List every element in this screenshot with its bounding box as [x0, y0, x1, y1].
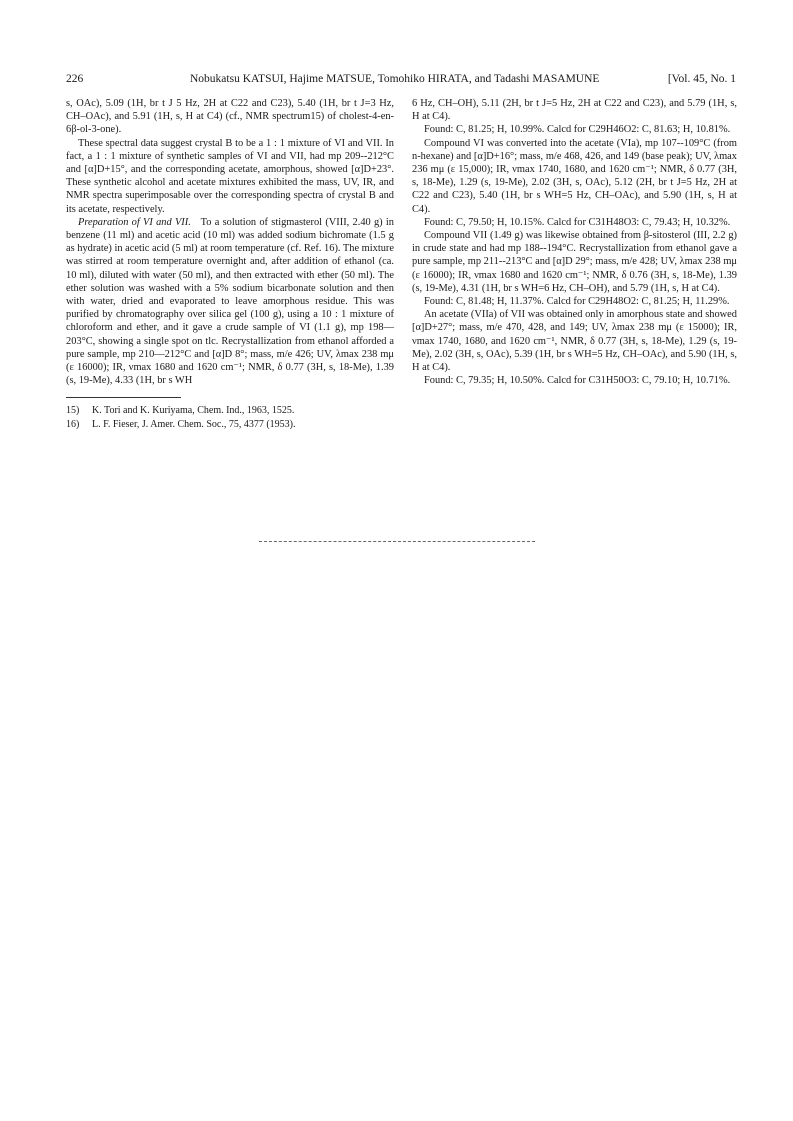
paragraph: Found: C, 81.48; H, 11.37%. Calcd for C29H48O2: C, 81.25; H, 11.29%.: [424, 296, 730, 308]
paragraph: Found: C, 81.25; H, 10.99%. Calcd for C29H46O2: C, 81.63; H, 10.81%.: [424, 124, 731, 136]
paragraph: s, OAc), 5.09 (1H, br t J 5 Hz, 2H at C22 and C23), 5.40 (1H, br t J=3 Hz, CH–OAc), and 5.91 (1H, s, H at C4) (cf., NMR spectrum15) of cholest-4-en-6β-ol-3-one).: [66, 98, 394, 136]
paragraph-body: To a solution of stigmasterol (VIII, 2.40 g) in benzene (11 ml) and acetic acid (10 ml) was added sodium bichromate (1.5 g as hydrate) in acetic acid (5 ml) at room temperature (cf. Ref. 16). The mixture was stirred at room temperature overnight and, after addition of ethanol (ca. 10 ml), diluted with water (50 ml), and then extracted with ether (50 ml). The ether solution was washed with a 5% sodium bicarbonate solution and then with water, dried and evaporated to leave amorphous residue. This was purified by chromatography over silica gel (100 g), using a 10 : 1 mixture of chloroform and ether, and it gave a crude sample of VI (1.1 g), mp 198—203°C, showing a single spot on tlc. Recrystallization from ethanol afforded a pure sample, mp 210—212°C and [α]D 8°; mass, m/e 426; UV, λmax 238 mμ (ε 16000); IR, νmax 1680 and 1620 cm⁻¹; NMR, δ 0.77 (3H, s, 18-Me), 1.39 (s, 19-Me), 4.33 (1H, br s WH: [66, 216, 394, 387]
paragraph: 6 Hz, CH–OH), 5.11 (2H, br t J=5 Hz, 2H at C22 and C23), and 5.79 (1H, s, H at C4).: [412, 98, 737, 123]
paragraph: Compound VI was converted into the acetate (VIa), mp 107--109°C (from n-hexane) and [α]D+16°; mass, m/e 468, 426, and 149 (base peak); UV, λmax 236 mμ (ε 15,000); IR, νmax 1740, 1680, and 1620 cm⁻¹; NMR, δ 0.77 (3H, s, 18-Me), 1.29 (s, 19-Me), 2.02 (3H, s, OAc), 5.12 (2H, br t J=5 Hz, 2H at C22 and C23), 5.40 (1H, br s WH=5 Hz, CH–OAc), and 5.90 (1H, s, H at C4).: [412, 137, 737, 215]
footnote-divider: [66, 397, 181, 398]
footnote-number: 16): [66, 418, 80, 430]
end-of-article-rule: [259, 541, 535, 542]
page-number: 226: [66, 73, 84, 85]
paragraph: Found: C, 79.35; H, 10.50%. Calcd for C31H50O3: C, 79.10; H, 10.71%.: [424, 375, 731, 387]
paragraph: Compound VII (1.49 g) was likewise obtained from β-sitosterol (III, 2.2 g) in crude state and had mp 188--194°C. Recrystallization from ethanol gave a pure sample, mp 211--213°C and [α]D 29°; mass, m/e 428; UV, λmax 238 mμ (ε 16000); IR, νmax 1680 and 1620 cm⁻¹; NMR, δ 0.76 (3H, s, 18-Me), 1.39 (s, 19-Me), 4.31 (1H, br s WH=6 Hz, CH–OH), and 5.79 (1H, s, H at C4).: [412, 230, 737, 294]
left-column: [66, 97, 394, 431]
paragraph: [66, 216, 394, 388]
footnote: [66, 418, 394, 431]
paragraph: Found: C, 79.50; H, 10.15%. Calcd for C31H48O3: C, 79.43; H, 10.32%.: [424, 216, 731, 228]
footnote-text: K. Tori and K. Kuriyama, Chem. Ind., 1963, 1525.: [92, 405, 295, 417]
footnote-number: 15): [66, 405, 80, 417]
section-heading: Preparation of VI and VII.: [78, 216, 191, 228]
volume-info: [Vol. 45, No. 1: [667, 73, 736, 85]
paragraph: An acetate (VIIa) of VII was obtained only in amorphous state and showed [α]D+27°; mass, m/e 470, 428, and 149; UV, λmax 238 mμ (ε 15000); IR, νmax 1740, 1680, and 1620 cm⁻¹, NMR, δ 0.77 (3H, s, 18-Me), 1.29 (s, 19-Me), 2.02 (3H, s, OAc), 5.39 (1H, br s WH=5 Hz, CH–OAc), and 5.90 (1H, s, H at C4).: [412, 309, 737, 374]
right-column: [412, 97, 737, 387]
running-authors: Nobukatsu KATSUI, Hajime MATSUE, Tomohiko HIRATA, and Tadashi MASAMUNE: [190, 73, 600, 85]
page-header: [66, 73, 736, 87]
paragraph: These spectral data suggest crystal B to be a 1 : 1 mixture of VI and VII. In fact, a 1 : 1 mixture of synthetic samples of VI and VII, had mp 209--212°C and [α]D+15°, and the corresponding acetate, amorphous, showed [α]D+23°. These synthetic alcohol and acetate mixtures exhibited the mass, UV, IR, and NMR spectra superimposable over the corresponding spectra of crystal B and its acetate, respectively.: [66, 137, 394, 215]
footnote: [66, 404, 394, 417]
footnote-text: L. F. Fieser, J. Amer. Chem. Soc., 75, 4377 (1953).: [92, 418, 296, 430]
